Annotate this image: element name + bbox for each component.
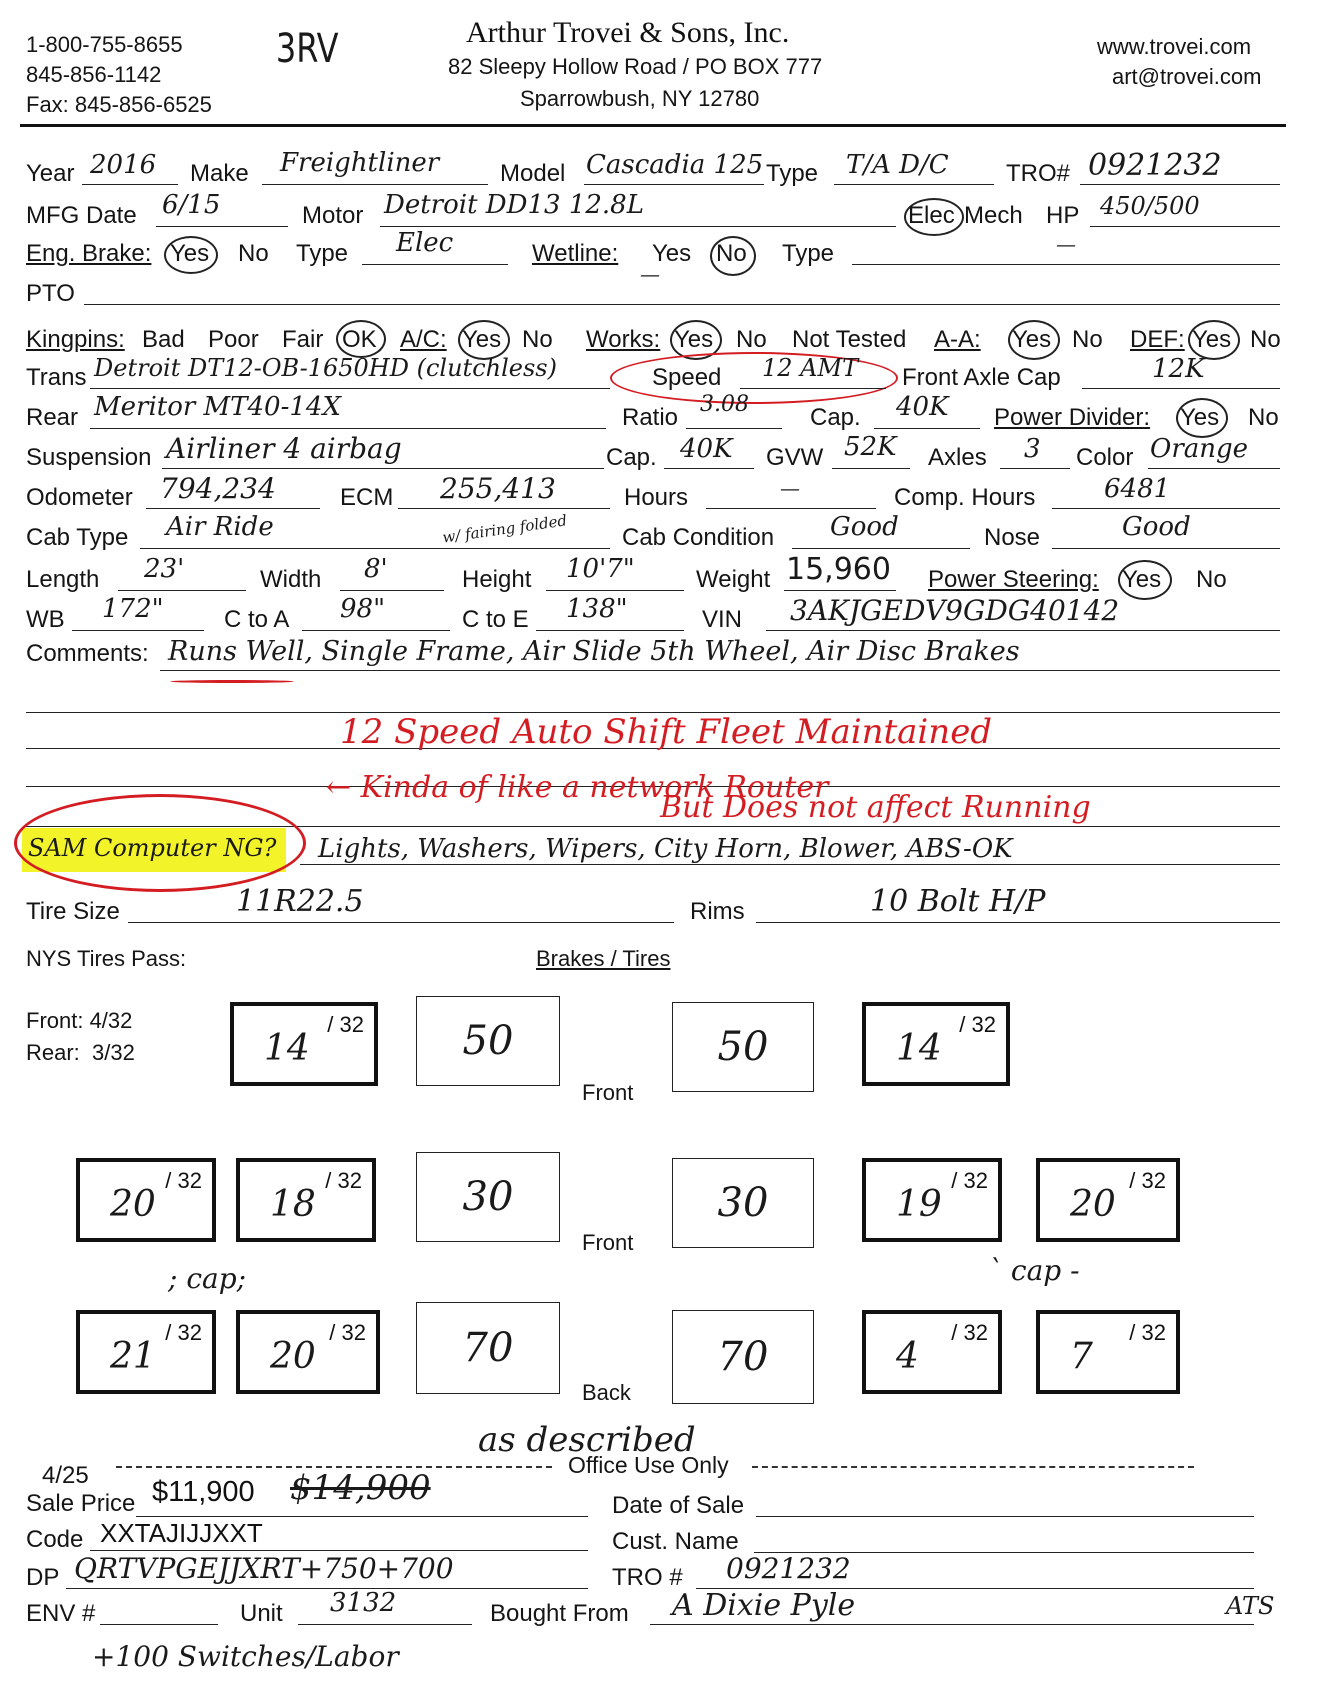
tire-rear-right-inner: 4 / 32 [862,1310,1002,1394]
value-code: XXTAJIJJXXT [100,1518,263,1548]
label-elec: Elec [908,202,955,229]
label-power-divider: Power Divider: [994,404,1151,431]
eng-brake-yes: Yes [170,240,210,267]
label-suspension: Suspension [26,444,152,471]
label-weight: Weight [696,566,771,593]
value-rear-cap: 40K [896,392,949,422]
value-mfg-date: 6/15 [162,190,221,220]
works-no: No [736,326,767,353]
phone-1: 1-800-755-8655 [26,32,183,57]
value-speed: 12 AMT [762,354,859,382]
tire-rear-left-outer: 21 / 32 [76,1310,216,1394]
label-year: Year [26,160,75,187]
label-front-axle-1: Front [582,1080,634,1105]
sam-note: SAM Computer NG? [28,834,277,862]
label-ratio: Ratio [622,404,679,431]
value-rims: 10 Bolt H/P [870,884,1046,919]
label-rear-cap: Cap. [810,404,861,431]
label-susp-cap: Cap. [606,444,657,471]
label-dp: DP [26,1564,60,1591]
red-note-line-2: ← Kinda of like a network Router [326,770,829,805]
brake-rear-left: 70 [416,1302,560,1394]
label-hp: HP [1046,202,1080,229]
power-steering-yes: Yes [1122,566,1162,593]
brake-front-left: 50 [416,996,560,1086]
bottom-note: +100 Switches/Labor [92,1640,399,1673]
label-c-to-a: C to A [224,606,290,633]
label-wetline: Wetline: [532,240,619,267]
sale-date-note: 4/25 [42,1462,89,1489]
label-power-steering: Power Steering: [928,566,1099,593]
value-ratio: 3.08 [700,392,749,417]
label-mech: Mech [964,202,1023,229]
power-divider-yes: Yes [1180,404,1220,431]
value-tire-size: 11R22.5 [236,884,364,919]
value-eng-brake-type: Elec [396,228,454,258]
value-sale-price-old: $14,900 [290,1468,431,1508]
cap-note-right: ` cap - [988,1254,1080,1287]
wetline-no: No [716,240,747,267]
value-motor: Detroit DD13 12.8L [384,190,644,220]
tire-drive-right-inner: 19 / 32 [862,1158,1002,1242]
label-date-of-sale: Date of Sale [612,1492,745,1519]
label-eng-brake: Eng. Brake: [26,240,152,267]
value-cab-type: Air Ride [166,512,274,542]
works-not-tested: Not Tested [792,326,907,353]
wetline-yes: Yes [652,240,692,267]
label-rims: Rims [690,898,745,925]
brake-drive-right: 30 [672,1158,814,1248]
label-cust-name: Cust. Name [612,1528,739,1555]
label-rear: Rear [26,404,79,431]
value-tro: 0921232 [1088,148,1222,183]
value-rear: Meritor MT40-14X [94,392,341,422]
header-divider [20,124,1286,127]
kingpins-ok: OK [342,326,377,353]
email: art@trovei.com [1112,64,1262,89]
label-nys-tires: NYS Tires Pass: [26,946,187,971]
value-c-to-e: 138" [566,594,628,624]
kingpins-poor: Poor [208,326,259,353]
height-note: w/ fairing folded [441,511,569,547]
value-type: T/A D/C [846,150,949,180]
label-tire-size: Tire Size [26,898,120,925]
label-env: ENV # [26,1600,96,1627]
label-color: Color [1076,444,1134,471]
red-note-line-3: But Does not affect Running [660,790,1091,825]
value-ecm: 255,413 [440,472,556,505]
kingpins-fair: Fair [282,326,324,353]
label-trans: Trans [26,364,87,391]
ac-yes: Yes [462,326,502,353]
label-pto: PTO [26,280,75,307]
value-dp: QRTVPGEJJXRT+750+700 [74,1552,454,1585]
tire-front-right: 14 / 32 [862,1002,1010,1086]
value-hours: — [780,476,800,500]
red-note-line-1: 12 Speed Auto Shift Fleet Maintained [340,712,993,752]
label-hours: Hours [624,484,689,511]
comments-line-1: Runs Well, Single Frame, Air Slide 5th Wheel, Air Disc Brakes [168,636,1020,667]
phone-2: 845-856-1142 [26,62,162,87]
label-wetline-type: Type [782,240,835,267]
office-use-only: Office Use Only [568,1452,729,1478]
label-cab-type: Cab Type [26,524,129,551]
kingpins-bad: Bad [142,326,185,353]
website: www.trovei.com [1097,34,1252,59]
label-comments: Comments: [26,640,149,667]
value-bought-from: A Dixie Pyle [672,1588,856,1623]
label-nose: Nose [984,524,1041,551]
brake-rear-right: 70 [672,1310,814,1404]
power-divider-no: No [1248,404,1279,431]
def-no: No [1250,326,1281,353]
value-make: Freightliner [280,148,440,178]
value-odometer: 794,234 [160,472,276,505]
value-cab-condition: Good [830,512,899,542]
label-wb: WB [26,606,65,633]
label-ecm: ECM [340,484,394,511]
value-width: 8' [364,554,388,584]
wetline-dash: — [640,262,660,286]
office-dash-right [752,1466,1194,1468]
label-works: Works: [586,326,661,353]
value-trans: Detroit DT12-OB-1650HD (clutchless) [94,354,557,382]
label-make: Make [190,160,249,187]
value-axles: 3 [1024,434,1041,464]
comments-line-4: Lights, Washers, Wipers, City Horn, Blower, ABS-OK [318,834,1013,864]
runs-well-red-underline [170,680,294,683]
def-yes: Yes [1192,326,1232,353]
label-c-to-e: C to E [462,606,529,633]
label-code: Code [26,1526,84,1553]
value-vin: 3AKJGEDV9GDG40142 [790,594,1120,627]
value-length: 23' [144,554,185,584]
value-gvw: 52K [844,432,897,462]
label-mfg-date: MFG Date [26,202,137,229]
tire-drive-right-outer: 20 / 32 [1036,1158,1180,1242]
value-model: Cascadia 125 [586,150,764,180]
as-described-note: as described [478,1420,696,1460]
value-hp: 450/500 [1100,192,1200,220]
label-front-axle-2: Front [582,1230,634,1255]
label-width: Width [260,566,322,593]
value-color: Orange [1150,434,1249,464]
works-yes: Yes [674,326,714,353]
cap-note-left: ; cap; [168,1262,247,1295]
power-steering-no: No [1196,566,1227,593]
label-motor: Motor [302,202,364,229]
aa-no: No [1072,326,1103,353]
label-comp-hours: Comp. Hours [894,484,1036,511]
label-tro: TRO# [1006,160,1071,187]
value-tro-2: 0921232 [726,1552,851,1585]
label-cab-condition: Cab Condition [622,524,775,551]
brake-drive-left: 30 [416,1152,560,1242]
value-suspension: Airliner 4 airbag [166,432,402,465]
front-tread-requirement: Front: 4/32 [26,1008,133,1033]
label-def: DEF: [1130,326,1185,353]
label-gvw: GVW [766,444,824,471]
company-address-2: Sparrowbush, NY 12780 [520,86,760,111]
label-sale-price: Sale Price [26,1490,136,1517]
ac-no: No [522,326,553,353]
value-wb: 172" [102,594,164,624]
fax-number: Fax: 845-856-6525 [26,92,212,117]
label-length: Length [26,566,100,593]
label-model: Model [500,160,566,187]
value-nose: Good [1122,512,1191,542]
label-aa: A-A: [934,326,981,353]
tire-rear-left-inner: 20 / 32 [236,1310,380,1394]
rear-tread-requirement: Rear: 3/32 [26,1040,135,1065]
value-height: 10'7" [566,554,635,584]
label-brakes-tires: Brakes / Tires [536,946,671,971]
stock-note: 3RV [275,26,339,72]
value-unit: 3132 [330,1588,397,1618]
value-susp-cap: 40K [680,434,733,464]
aa-yes: Yes [1012,326,1052,353]
label-vin: VIN [702,606,743,633]
value-front-axle-cap: 12K [1152,354,1205,384]
company-address-1: 82 Sleepy Hollow Road / PO BOX 777 [448,54,823,79]
label-odometer: Odometer [26,484,133,511]
label-kingpins: Kingpins: [26,326,125,353]
label-ac: A/C: [400,326,447,353]
brake-front-right: 50 [672,1002,814,1092]
value-weight: 15,960 [786,552,891,587]
label-front-axle-cap: Front Axle Cap [902,364,1061,391]
label-tro-2: TRO # [612,1564,683,1591]
tire-drive-left-outer: 20 / 32 [76,1158,216,1242]
label-unit: Unit [240,1600,283,1627]
tire-drive-left-inner: 18 / 32 [236,1158,376,1242]
label-bought-from: Bought From [490,1600,629,1627]
label-speed: Speed [652,364,722,391]
label-eng-brake-type: Type [296,240,349,267]
value-comp-hours: 6481 [1104,474,1171,504]
label-back-axle: Back [582,1380,631,1405]
label-type: Type [766,160,819,187]
value-wetline-type: — [1056,232,1076,256]
value-year: 2016 [90,150,157,180]
tire-front-left: 14 / 32 [230,1002,378,1086]
company-name: Arthur Trovei & Sons, Inc. [466,16,790,49]
value-sale-price: $11,900 [152,1476,255,1508]
label-height: Height [462,566,532,593]
initials: ATS [1226,1592,1275,1620]
label-axles: Axles [928,444,987,471]
tire-rear-right-outer: 7 / 32 [1036,1310,1180,1394]
value-c-to-a: 98" [340,594,386,624]
eng-brake-no: No [238,240,269,267]
